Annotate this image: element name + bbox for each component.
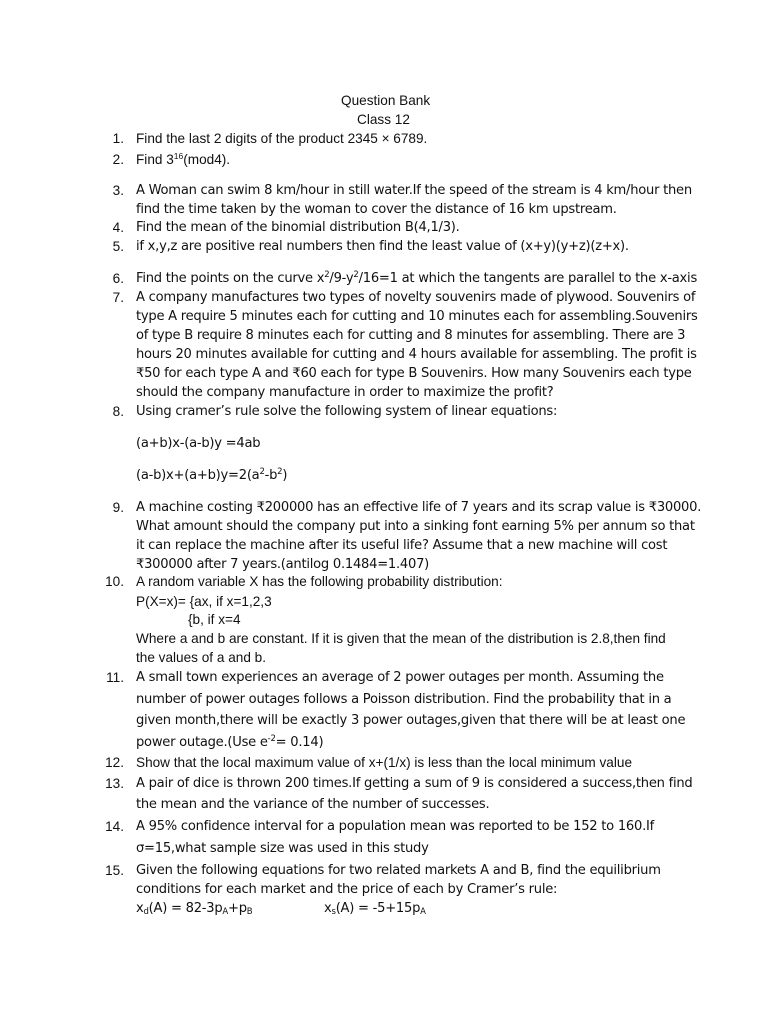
question-text: of type B require 8 minutes each for cutting and 8 minutes for assembling. There are 3 — [136, 328, 686, 343]
question-text: Using cramer’s rule solve the following system of linear equations: — [136, 404, 558, 419]
question-text: σ=15,what sample size was used in this study — [136, 841, 429, 856]
question-text: if x,y,z are positive real numbers then find the least value of (x+y)(y+z)(z+x). — [136, 239, 629, 254]
question-number: 9. — [112, 500, 124, 515]
question-text: Find $3^{16}(mod4)$. — [136, 151, 231, 167]
equation: $x_s(A) = -5+15p_A$ — [324, 901, 426, 917]
question-text: What amount should the company put into a sinking font earning 5% per annum so that — [136, 519, 695, 534]
question-text: find the time taken by the woman to cover the distance of 16 km upstream. — [136, 202, 617, 217]
question-number: 11. — [106, 670, 124, 685]
question-text: power outage.(Use $e^{-2}= 0.14$) — [136, 734, 324, 750]
question-number: 13. — [105, 776, 124, 791]
question-text: ₹50 for each type A and ₹60 each for type B Souvenirs. How many Souvenirs each type — [136, 366, 692, 381]
question-text: Find the points on the curve $x^2/9-y^2/16=1$ at which the tangents are parallel to the x-axis — [136, 270, 698, 286]
question-number: 12. — [105, 755, 124, 770]
page-subtitle: Class 12 — [357, 112, 410, 127]
question-text: type A require 5 minutes each for cutting and 10 minutes each for assembling.Souvenirs — [136, 309, 698, 324]
question-text: number of power outages follows a Poisson distribution. Find the probability that in a — [136, 692, 672, 707]
question-text: A company manufactures two types of novelty souvenirs made of plywood. Souvenirs of — [136, 290, 696, 305]
equation: $(a-b)x+(a+b)y=2(a^2-b^2)$ — [136, 467, 288, 483]
question-number: 1. — [112, 131, 124, 146]
question-number: 2. — [112, 152, 124, 167]
question-number: 15. — [105, 863, 124, 878]
question-number: 4. — [112, 220, 124, 235]
equation: (a+b)x-(a-b)y =4ab — [136, 436, 261, 451]
question-text: A small town experiences an average of 2 power outages per month. Assuming the — [136, 670, 664, 685]
question-number: 10. — [105, 574, 124, 589]
question-number: 7. — [112, 290, 124, 305]
question-text: Where a and b are constant. If it is given that the mean of the distribution is 2.8,then find — [136, 631, 666, 646]
question-text: hours 20 minutes available for cutting and 4 hours available for assembling. The profit is — [136, 347, 697, 362]
question-text: A random variable X has the following probability distribution: — [136, 574, 503, 589]
question-text: Given the following equations for two related markets A and B, find the equilibrium — [136, 863, 661, 878]
question-text: the mean and the variance of the number of successes. — [136, 797, 490, 812]
question-text: the values of a and b. — [136, 650, 266, 665]
question-number: 5. — [112, 239, 124, 254]
question-text: Show that the local maximum value of x+(1/x) is less than the local minimum value — [136, 755, 633, 770]
page-title: Question Bank — [341, 93, 431, 108]
question-number: 8. — [112, 404, 124, 419]
question-number: 3. — [112, 183, 124, 198]
question-text: P(X=x)= {ax, if x=1,2,3 — [136, 594, 272, 609]
question-text: A Woman can swim 8 km/hour in still water.If the speed of the stream is 4 km/hour then — [136, 183, 692, 198]
question-number: 14. — [105, 819, 124, 834]
question-text: Find the last 2 digits of the product 2345 × 6789. — [136, 131, 428, 146]
question-text: {b, if x=4 — [188, 612, 241, 627]
question-text: A pair of dice is thrown 200 times.If getting a sum of 9 is considered a success,then find — [136, 776, 693, 791]
question-text: Find the mean of the binomial distribution B(4,1/3). — [136, 220, 460, 235]
question-text: A 95% confidence interval for a population mean was reported to be 152 to 160.If — [136, 819, 654, 834]
question-text: A machine costing ₹200000 has an effective life of 7 years and its scrap value is ₹30000. — [136, 500, 702, 515]
equation: $x_d(A) = 82-3p_A+p_B$ — [136, 901, 253, 917]
question-text: conditions for each market and the price of each by Cramer’s rule: — [136, 882, 558, 897]
question-text: given month,there will be exactly 3 power outages,given that there will be at least one — [136, 713, 686, 728]
question-text: should the company manufacture in order to maximize the profit? — [136, 385, 554, 400]
question-number: 6. — [112, 271, 124, 286]
question-text: ₹300000 after 7 years.(antilog 0.1484=1.407) — [136, 557, 430, 572]
question-text: it can replace the machine after its useful life? Assume that a new machine will cost — [136, 538, 668, 553]
